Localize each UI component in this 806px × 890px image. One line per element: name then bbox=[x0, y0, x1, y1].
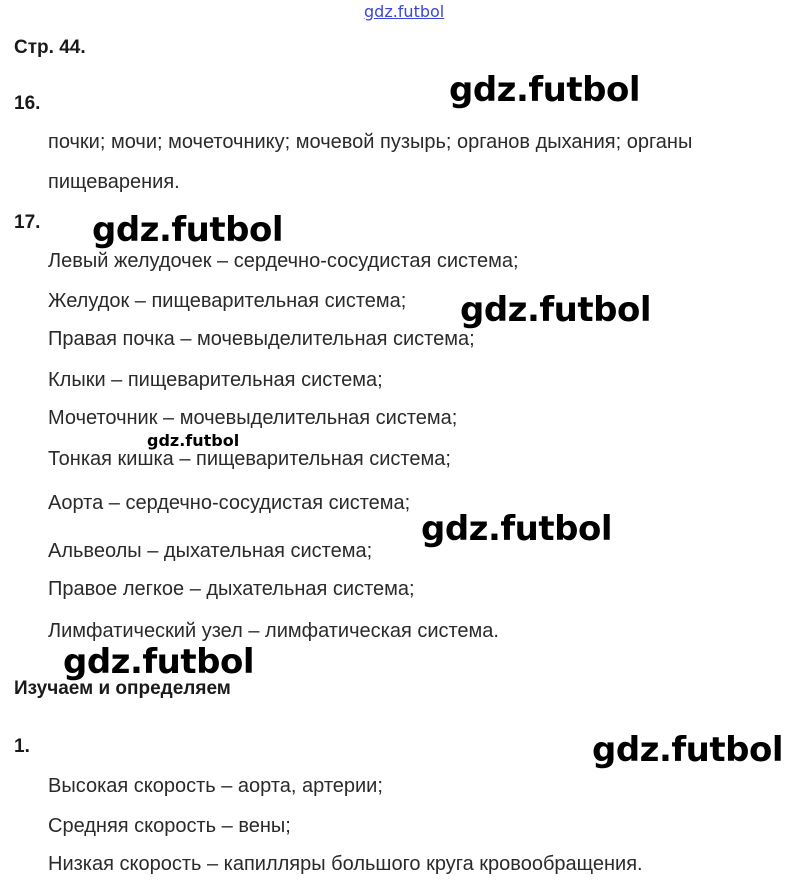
task-1-item: Средняя скорость – вены; bbox=[48, 815, 291, 837]
watermark: gdz.futbol bbox=[63, 642, 254, 682]
task-17-item: Правая почка – мочевыделительная система; bbox=[48, 328, 475, 350]
task-16-number: 16. bbox=[14, 93, 41, 114]
section-title: Изучаем и определяем bbox=[14, 678, 231, 699]
task-17-item: Левый желудочек – сердечно-сосудистая система; bbox=[48, 250, 519, 272]
task-17-item: Правое легкое – дыхательная система; bbox=[48, 578, 415, 600]
task-17-item: Желудок – пищеварительная система; bbox=[48, 290, 407, 312]
watermark: gdz.futbol bbox=[460, 290, 651, 330]
task-17-item: Клыки – пищеварительная система; bbox=[48, 369, 383, 391]
task-1-number: 1. bbox=[14, 736, 30, 757]
watermark: gdz.futbol bbox=[92, 210, 283, 250]
watermark: gdz.futbol bbox=[421, 509, 612, 549]
task-17-item: Аорта – сердечно-сосудистая система; bbox=[48, 492, 411, 514]
header-watermark-link[interactable]: gdz.futbol bbox=[364, 2, 445, 21]
task-1-item: Низкая скорость – капилляры большого круга кровообращения. bbox=[48, 853, 643, 875]
watermark-small: gdz.futbol bbox=[147, 431, 240, 450]
page-label: Стр. 44. bbox=[14, 37, 86, 58]
task-16-line-2: пищеварения. bbox=[48, 171, 180, 193]
watermark: gdz.futbol bbox=[592, 730, 783, 770]
task-17-item: Альвеолы – дыхательная система; bbox=[48, 540, 373, 562]
task-17-item: Тонкая кишка – пищеварительная система; bbox=[48, 448, 451, 470]
task-16-line-1: почки; мочи; мочеточнику; мочевой пузырь; органов дыхания; органы bbox=[48, 131, 693, 153]
task-17-item: Лимфатический узел – лимфатическая система. bbox=[48, 620, 499, 642]
task-1-item: Высокая скорость – аорта, артерии; bbox=[48, 775, 383, 797]
task-17-item: Мочеточник – мочевыделительная система; bbox=[48, 407, 458, 429]
task-17-number: 17. bbox=[14, 212, 41, 233]
watermark: gdz.futbol bbox=[449, 70, 640, 110]
